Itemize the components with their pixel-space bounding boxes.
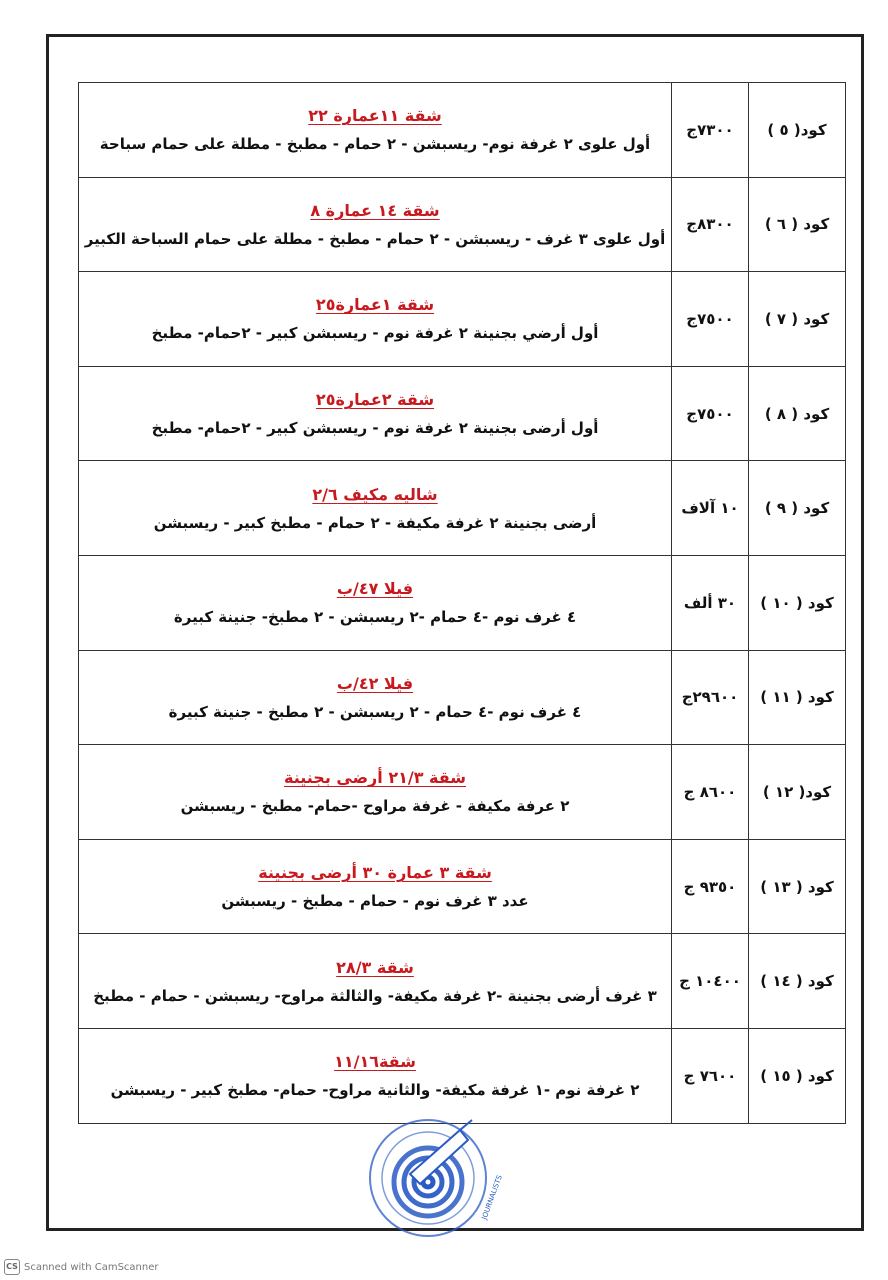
listing-price: ٧٣٠٠ج <box>672 83 749 178</box>
listing-title: شقة ١١عمارة ٢٢ <box>308 106 442 126</box>
listing-code: كود ( ٧ ) <box>749 272 846 367</box>
listing-price: ٧٥٠٠ج <box>672 272 749 367</box>
listing-title: شقة ٣ عمارة ٣٠ أرضى بجنينة <box>258 863 492 883</box>
scanner-label: Scanned with CamScanner <box>24 1261 159 1273</box>
listing-description: ٢ عرفة مكيفة - غرفة مراوح -حمام- مطبخ - ريسبشن <box>180 797 570 816</box>
listing-row <box>79 934 846 1029</box>
listing-price: ٣٠ ألف <box>672 555 749 650</box>
listing-description: ٣ غرف أرضى بجنينة -٢ غرفة مكيفة- والثالثة مراوح- ريسبشن - حمام - مطبخ <box>93 986 657 1005</box>
listing-description: ٢ غرفة نوم -١ غرفة مكيفة- والثانية مراوح- حمام- مطبخ كبير - ريسبشن <box>110 1081 640 1100</box>
listing-description: عدد ٣ غرف نوم - حمام - مطبخ - ريسبشن <box>221 892 529 911</box>
listing-row <box>79 839 846 934</box>
listing-row <box>79 272 846 367</box>
listing-details <box>79 555 672 650</box>
listing-details <box>79 272 672 367</box>
listing-code: كود ( ٦ ) <box>749 177 846 272</box>
listing-code: كود ( ١١ ) <box>749 650 846 745</box>
listing-row <box>79 83 846 178</box>
listing-details <box>79 650 672 745</box>
listing-row <box>79 745 846 840</box>
listing-title: شقة ١عمارة٢٥ <box>315 295 435 315</box>
listing-title: شقة١١/١٦ <box>334 1052 416 1072</box>
listing-price: ٢٩٦٠٠ج <box>672 650 749 745</box>
listing-row <box>79 177 846 272</box>
listing-row <box>79 650 846 745</box>
listing-row <box>79 366 846 461</box>
listing-price: ٧٥٠٠ج <box>672 366 749 461</box>
listing-description: أول أرضي بجنينة ٢ غرفة نوم - ريسبشن كبير - ٢حمام- مطبخ <box>151 324 599 343</box>
listing-details <box>79 366 672 461</box>
camscanner-icon: CS <box>4 1259 20 1275</box>
listing-description: أول علوى ٣ غرف - ريسبشن - ٢ حمام - مطبخ - مطلة على حمام السباحة الكبير <box>84 229 666 248</box>
listing-description: أول أرضى بجنينة ٢ غرفة نوم - ريسبشن كبير - ٢حمام- مطبخ <box>151 419 599 438</box>
listing-description: أول علوى ٢ غرفة نوم- ريسبشن - ٢ حمام - مطبخ - مطلة على حمام سباحة <box>99 135 651 154</box>
listing-price: ٨٦٠٠ ج <box>672 745 749 840</box>
stamp-seal <box>340 1100 508 1240</box>
listing-details <box>79 745 672 840</box>
listing-details <box>79 461 672 556</box>
listing-price: ١٠٤٠٠ ج <box>672 934 749 1029</box>
listing-code: كود ( ٩ ) <box>749 461 846 556</box>
listing-code: كود( ١٢ ) <box>749 745 846 840</box>
listing-title: شقة ٢٨/٣ <box>336 957 414 977</box>
listing-code: كود ( ٨ ) <box>749 366 846 461</box>
scanner-watermark <box>4 1259 159 1275</box>
listing-row <box>79 555 846 650</box>
listing-code: كود( ٥ ) <box>749 83 846 178</box>
listing-details <box>79 177 672 272</box>
listing-code: كود ( ١٠ ) <box>749 555 846 650</box>
listings-table <box>78 82 846 1124</box>
listing-description: أرضى بجنينة ٢ غرفة مكيفة - ٢ حمام - مطبخ كبير - ريسبشن <box>153 513 597 532</box>
listing-price: ٧٦٠٠ ج <box>672 1028 749 1123</box>
listing-description: ٤ غرف نوم -٤ حمام - ٢ ريسبشن - ٢ مطبخ - جنينة كبيرة <box>168 702 582 721</box>
listing-title: فيلا ٤٧/ب <box>336 579 414 599</box>
listing-title: فيلا ٤٢/ب <box>336 673 414 693</box>
listing-row <box>79 461 846 556</box>
listing-title: شاليه مكيف ٢/٦ <box>312 484 438 504</box>
listing-price: ٩٣٥٠ ج <box>672 839 749 934</box>
listing-price: ١٠ آلاف <box>672 461 749 556</box>
stamp-label: JOURNALISTS <box>480 1174 504 1221</box>
listing-details <box>79 83 672 178</box>
listing-code: كود ( ١٤ ) <box>749 934 846 1029</box>
listing-code: كود ( ١٥ ) <box>749 1028 846 1123</box>
listing-code: كود ( ١٣ ) <box>749 839 846 934</box>
listing-title: شقة ٢١/٣ أرضي بجنينة <box>284 768 466 788</box>
listing-details <box>79 839 672 934</box>
listing-description: ٤ غرف نوم -٤ حمام -٢ ريسبشن - ٢ مطبخ- جنينة كبيرة <box>173 608 577 627</box>
listing-details <box>79 934 672 1029</box>
listing-title: شقة ٢عمارة٢٥ <box>315 390 435 410</box>
listing-price: ٨٣٠٠ج <box>672 177 749 272</box>
listing-title: شقة ١٤ عمارة ٨ <box>310 200 440 220</box>
